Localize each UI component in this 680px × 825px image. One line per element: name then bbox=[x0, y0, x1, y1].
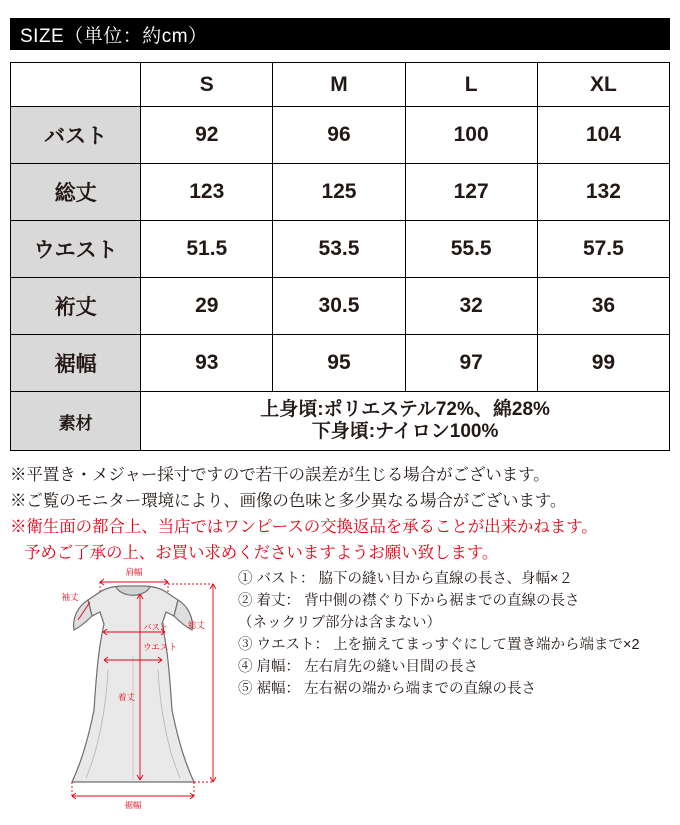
legend-item bbox=[238, 678, 668, 700]
table-corner-cell bbox=[11, 63, 141, 107]
legend-term-5: 裾幅： bbox=[256, 681, 301, 698]
material-line-upper: 上身頃:ポリエステル72%、綿28% bbox=[260, 398, 550, 420]
label-hem: 裾幅 bbox=[124, 800, 142, 810]
label-total-length: 総丈 bbox=[188, 620, 206, 630]
label-sleeve: 袖丈 bbox=[61, 592, 79, 602]
cell-sleeve-length-m: 30.5 bbox=[273, 278, 405, 335]
note-monitor-color: ※ご覧のモニター環境により、画像の色味と多少異なる場合がございます。 bbox=[10, 492, 567, 511]
cell-hem-width-s: 93 bbox=[141, 335, 273, 392]
label-bust: バスト bbox=[143, 622, 169, 632]
table-row bbox=[11, 164, 670, 221]
legend-marker-2: ② bbox=[238, 593, 253, 610]
cell-waist-m: 53.5 bbox=[273, 221, 405, 278]
note-no-return-continued: 予めご了承の上、お買い求めくださいますようお願い致します。 bbox=[24, 544, 499, 563]
cell-sleeve-length-l: 32 bbox=[405, 278, 537, 335]
label-waist: ウエスト bbox=[143, 642, 178, 652]
cell-waist-s: 51.5 bbox=[141, 221, 273, 278]
table-row bbox=[11, 335, 670, 392]
cell-total-length-m: 125 bbox=[273, 164, 405, 221]
legend-desc-3: 上を揃えてまっすぐにして置き端から端まで×2 bbox=[333, 637, 640, 654]
row-label-material: 素材 bbox=[11, 392, 141, 451]
row-label-hem-width: 裾幅 bbox=[11, 335, 141, 392]
legend-item bbox=[238, 634, 668, 656]
size-header-title: SIZE（単位：約cm） bbox=[20, 25, 208, 47]
legend-term-4: 肩幅： bbox=[256, 659, 301, 676]
cell-bust-m: 96 bbox=[273, 107, 405, 164]
legend-term-2: 着丈： bbox=[256, 593, 301, 610]
cell-bust-l: 100 bbox=[405, 107, 537, 164]
table-row bbox=[11, 278, 670, 335]
cell-total-length-l: 127 bbox=[405, 164, 537, 221]
cell-waist-xl: 57.5 bbox=[537, 221, 669, 278]
row-label-bust: バスト bbox=[11, 107, 141, 164]
table-header-row bbox=[11, 63, 670, 107]
column-header-s: S bbox=[141, 63, 273, 107]
size-table bbox=[10, 62, 670, 451]
note-measurement-tolerance: ※平置き・メジャー採寸ですので若干の誤差が生じる場合がございます。 bbox=[10, 466, 550, 484]
legend-desc-2: 背中側の襟ぐり下から裾までの直線の長さ bbox=[304, 593, 580, 610]
cell-sleeve-length-xl: 36 bbox=[537, 278, 669, 335]
legend-desc-4: 左右肩先の縫い目間の長さ bbox=[304, 659, 479, 676]
table-row bbox=[11, 107, 670, 164]
cell-material bbox=[141, 392, 670, 451]
cell-hem-width-m: 95 bbox=[273, 335, 405, 392]
legend-desc-5: 左右裾の端から端までの直線の長さ bbox=[304, 681, 537, 698]
legend-item bbox=[238, 568, 668, 590]
column-header-l: L bbox=[405, 63, 537, 107]
material-line-lower: 下身頃:ナイロン100% bbox=[311, 421, 499, 442]
legend-term-1: バスト： bbox=[256, 571, 315, 587]
dress-diagram bbox=[28, 560, 238, 810]
note-no-return: ※衛生面の都合上、当店ではワンピースの交換返品を承ることが出来かねます。 bbox=[10, 518, 598, 537]
legend-term-3: ウエスト： bbox=[256, 637, 330, 654]
cell-total-length-s: 123 bbox=[141, 164, 273, 221]
column-header-xl: XL bbox=[537, 63, 669, 107]
cell-total-length-xl: 132 bbox=[537, 164, 669, 221]
measurement-guide bbox=[10, 560, 670, 810]
label-wear-length: 着丈 bbox=[118, 692, 136, 702]
table-row bbox=[11, 221, 670, 278]
cell-hem-width-xl: 99 bbox=[537, 335, 669, 392]
row-label-sleeve-length: 裄丈 bbox=[11, 278, 141, 335]
cell-hem-width-l: 97 bbox=[405, 335, 537, 392]
cell-waist-l: 55.5 bbox=[405, 221, 537, 278]
label-shoulder: 肩幅 bbox=[125, 567, 143, 577]
legend-marker-4: ④ bbox=[238, 659, 253, 676]
row-label-total-length: 総丈 bbox=[11, 164, 141, 221]
legend-marker-1: ① bbox=[238, 571, 253, 587]
legend-item bbox=[238, 590, 668, 612]
legend-sub-2: （ネックリブ部分は含まない） bbox=[238, 615, 441, 632]
column-header-m: M bbox=[273, 63, 405, 107]
dress-diagram-svg bbox=[28, 560, 238, 810]
legend-marker-5: ⑤ bbox=[238, 681, 253, 698]
notes-block bbox=[10, 462, 670, 566]
legend-item bbox=[238, 656, 668, 678]
row-label-waist: ウエスト bbox=[11, 221, 141, 278]
legend-marker-3: ③ bbox=[238, 637, 253, 654]
size-header-bar bbox=[10, 18, 670, 50]
cell-bust-s: 92 bbox=[141, 107, 273, 164]
table-row-material bbox=[11, 392, 670, 451]
cell-bust-xl: 104 bbox=[537, 107, 669, 164]
dress-silhouette-icon bbox=[72, 586, 194, 782]
measurement-legend bbox=[238, 568, 668, 700]
legend-desc-1: 脇下の縫い目から直線の長さ、身幅×２ bbox=[318, 571, 573, 587]
cell-sleeve-length-s: 29 bbox=[141, 278, 273, 335]
